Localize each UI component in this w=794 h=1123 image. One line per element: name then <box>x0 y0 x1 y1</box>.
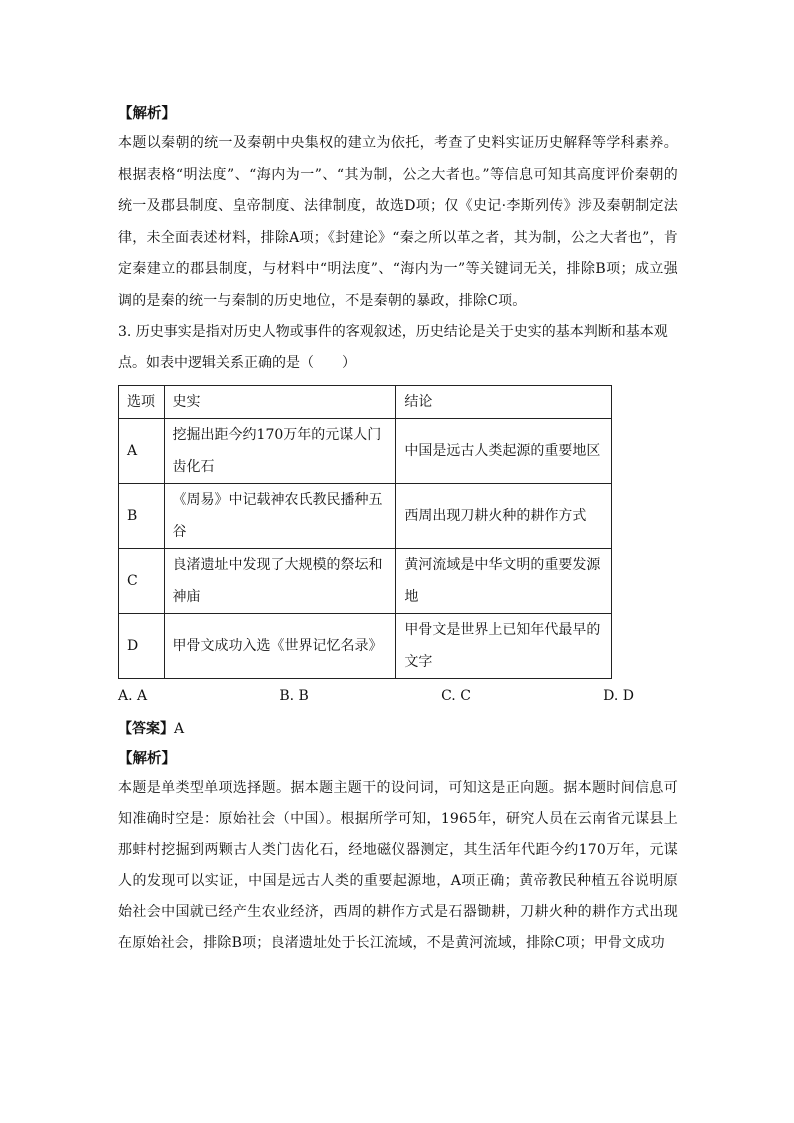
choice-d[interactable]: D. D <box>603 688 634 704</box>
row-option: B <box>119 484 165 549</box>
choice-a[interactable]: A. A <box>118 688 148 704</box>
table-row <box>119 484 612 549</box>
answer-value: A <box>174 721 185 737</box>
row-option: D <box>119 614 165 679</box>
row-conclusion: 黄河流域是中华文明的重要发源地 <box>396 549 612 614</box>
header-fact: 史实 <box>164 386 396 419</box>
answer-label: 【答案】 <box>118 721 174 737</box>
row-option: A <box>119 419 165 484</box>
table-header-row <box>119 386 612 419</box>
table-row <box>119 419 612 484</box>
question-table <box>118 385 612 679</box>
answer-line <box>118 713 678 745</box>
row-conclusion: 西周出现刀耕火种的耕作方式 <box>396 484 612 549</box>
row-fact: 甲骨文成功入选《世界记忆名录》 <box>164 614 396 679</box>
question-stem: 3. 历史事实是指对历史人物或事件的客观叙述，历史结论是关于史实的基本判断和基本观点。如表中逻辑关系正确的是（ ） <box>118 324 668 371</box>
document-page <box>118 100 678 959</box>
analysis-paragraph-2: 本题是单类型单项选择题。据本题主题干的设问词，可知这是正向题。据本题时间信息可知准确时空是：原始社会（中国）。根据所学可知，1965年，研究人员在云南省元谋县上那蚌村挖掘到两颗古人类门齿化石，经地磁仪器测定，其生活年代距今约170万年，元谋人的发现可以实证，中国是远古人类的重要起源地，A项正确；黄帝教民种植五谷说明原始社会中国就已经产生农业经济，西周的耕作方式是石器锄耕，刀耕火种的耕作方式出现在原始社会，排除B项；良渚遗址处于长江流域，不是黄河流域，排除C项；甲骨文成功 <box>118 780 678 951</box>
analysis-paragraph: 本题以秦朝的统一及秦朝中央集权的建立为依托，考查了史料实证历史解释等学科素养。根据表格“明法度”、“海内为一”、“其为制，公之大者也。”等信息可知其高度评价秦朝的统一及郡县制度、皇帝制度、法律制度，故选D项；仅《史记·李斯列传》涉及秦朝制定法律，未全面表述材料，排除A项；《封建论》“秦之所以革之者，其为制，公之大者也”，肯定秦建立的郡县制度，与材料中“明法度”、“海内为一”等关键词无关，排除B项；成立强调的是秦的统一与秦制的历史地位，不是秦朝的暴政，排除C项。 <box>118 135 678 309</box>
answer-choices <box>118 681 634 711</box>
row-fact: 《周易》中记载神农氏教民播种五谷 <box>164 484 396 549</box>
table-row <box>119 614 612 679</box>
header-option: 选项 <box>119 386 165 419</box>
choice-b[interactable]: B. B <box>279 688 309 704</box>
row-fact: 良渚遗址中发现了大规模的祭坛和神庙 <box>164 549 396 614</box>
header-conclusion: 结论 <box>396 386 612 419</box>
row-option: C <box>119 549 165 614</box>
analysis-heading: 【解析】 <box>118 105 176 122</box>
row-conclusion: 甲骨文是世界上已知年代最早的文字 <box>396 614 612 679</box>
choice-c[interactable]: C. C <box>441 688 471 704</box>
row-fact: 挖掘出距今约170万年的元谋人门齿化石 <box>164 419 396 484</box>
row-conclusion: 中国是远古人类起源的重要地区 <box>396 419 612 484</box>
table-row <box>119 549 612 614</box>
analysis-heading-2: 【解析】 <box>118 750 176 767</box>
